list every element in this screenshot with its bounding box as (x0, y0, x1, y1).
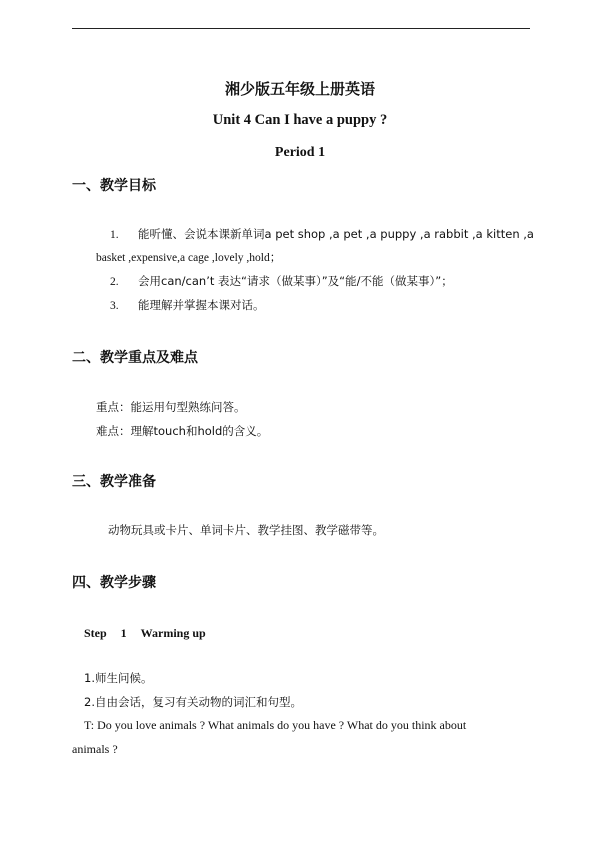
objective-item-1-line-1 (110, 226, 534, 242)
objective-item-3-text: 能理解并掌握本课对话。 (138, 298, 265, 312)
document-title-chinese: 湘少版五年级上册英语 (224, 80, 375, 98)
objective-item-1-text: 能听懂、会说本课新单词a pet shop ,a pet ,a puppy ,a rabbit ,a kitten ,a (138, 227, 534, 241)
period-label: Period 1 (274, 145, 326, 160)
step-number: 1 (120, 626, 127, 640)
difficult-point-text: 难点：理解touch和hold的含义。 (96, 424, 269, 438)
objective-item-2-text: 会用can/can’t 表达“请求（做某事）”及“能/不能（做某事）”； (138, 274, 453, 288)
header-rule (72, 28, 530, 29)
key-point-text: 重点：能运用句型熟练问答。 (96, 400, 246, 414)
step-heading (84, 626, 220, 641)
document-title-english: Unit 4 Can I have a puppy ? (212, 112, 388, 128)
objective-item-3 (110, 297, 265, 313)
step-line-3: T: Do you love animals ? What animals do you have ? What do you think about (84, 718, 467, 732)
step-line-1: 1.师生问候。 (84, 671, 153, 685)
objective-item-1-line-2: basket ,expensive,a cage ,lovely ,hold； (96, 252, 282, 264)
section-heading-preparation: 三、教学准备 (72, 474, 156, 490)
objective-item-2 (110, 273, 453, 289)
preparation-text: 动物玩具或卡片、单词卡片、教学挂图、教学磁带等。 (108, 523, 384, 537)
objective-item-1-number: 1. (110, 229, 119, 241)
objective-item-3-number: 3. (110, 300, 119, 312)
section-heading-objectives: 一、教学目标 (72, 178, 156, 194)
step-label: Step (84, 626, 107, 640)
objective-item-2-number: 2. (110, 276, 119, 288)
section-heading-key-points: 二、教学重点及难点 (72, 350, 198, 366)
step-line-2: 2.自由会话，复习有关动物的词汇和句型。 (84, 695, 302, 709)
step-line-4: animals ? (72, 742, 118, 756)
step-title: Warming up (140, 626, 206, 640)
section-heading-steps: 四、教学步骤 (72, 575, 156, 591)
